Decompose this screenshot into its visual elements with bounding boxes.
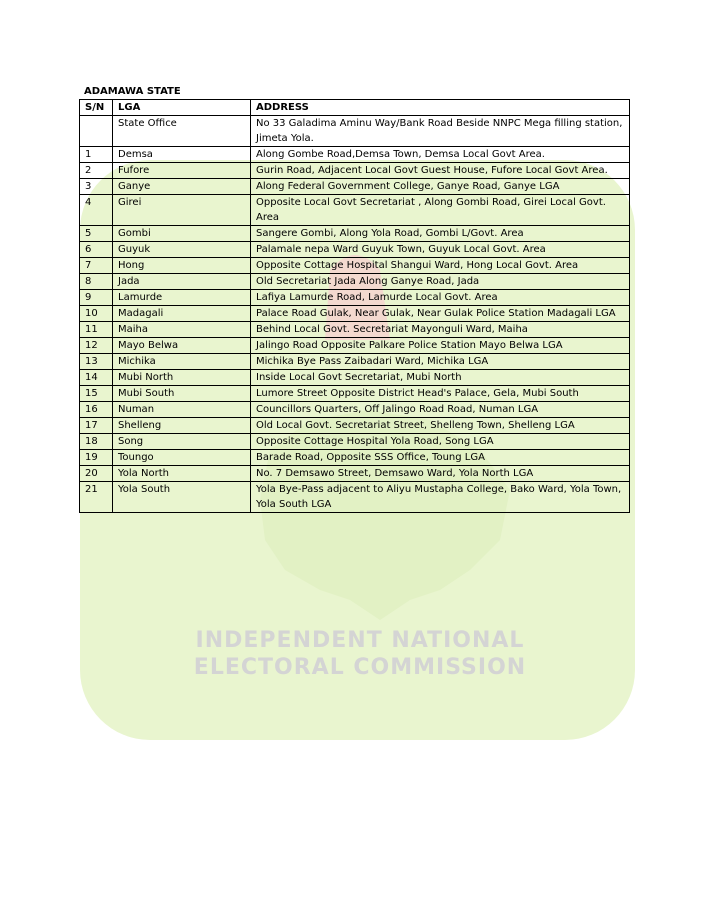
table-row — [80, 147, 630, 163]
cell-sn: 2 — [80, 163, 113, 179]
cell-lga: Numan — [113, 402, 251, 418]
table-header-row — [80, 100, 630, 116]
state-title: ADAMAWA STATE — [84, 86, 181, 97]
table-row — [80, 354, 630, 370]
table-row — [80, 482, 630, 513]
cell-lga: Maiha — [113, 322, 251, 338]
table-row — [80, 242, 630, 258]
table-row — [80, 466, 630, 482]
table-row — [80, 386, 630, 402]
cell-sn: 7 — [80, 258, 113, 274]
cell-address: Jalingo Road Opposite Palkare Police Station Mayo Belwa LGA — [251, 338, 630, 354]
table-row — [80, 274, 630, 290]
cell-lga: Hong — [113, 258, 251, 274]
cell-sn: 17 — [80, 418, 113, 434]
cell-lga: Gombi — [113, 226, 251, 242]
cell-sn: 8 — [80, 274, 113, 290]
cell-sn: 3 — [80, 179, 113, 195]
table-row — [80, 450, 630, 466]
cell-lga: Michika — [113, 354, 251, 370]
cell-address: Lafiya Lamurde Road, Lamurde Local Govt. Area — [251, 290, 630, 306]
cell-lga: State Office — [113, 116, 251, 147]
cell-address: Sangere Gombi, Along Yola Road, Gombi L/Govt. Area — [251, 226, 630, 242]
cell-address: Palamale nepa Ward Guyuk Town, Guyuk Local Govt. Area — [251, 242, 630, 258]
cell-lga: Mubi South — [113, 386, 251, 402]
cell-lga: Song — [113, 434, 251, 450]
header-sn: S/N — [80, 100, 113, 116]
cell-address: Old Local Govt. Secretariat Street, Shelleng Town, Shelleng LGA — [251, 418, 630, 434]
table-row — [80, 258, 630, 274]
cell-sn — [80, 116, 113, 147]
cell-address: Opposite Local Govt Secretariat , Along Gombi Road, Girei Local Govt. Area — [251, 195, 630, 226]
cell-lga: Lamurde — [113, 290, 251, 306]
table-row — [80, 306, 630, 322]
cell-address: Inside Local Govt Secretariat, Mubi North — [251, 370, 630, 386]
cell-lga: Toungo — [113, 450, 251, 466]
cell-lga: Yola North — [113, 466, 251, 482]
cell-sn: 14 — [80, 370, 113, 386]
watermark-text-line1: INDEPENDENT NATIONAL — [195, 628, 525, 653]
cell-sn: 9 — [80, 290, 113, 306]
cell-address: Barade Road, Opposite SSS Office, Toung LGA — [251, 450, 630, 466]
cell-sn: 19 — [80, 450, 113, 466]
table-row — [80, 226, 630, 242]
cell-sn: 12 — [80, 338, 113, 354]
cell-address: No 33 Galadima Aminu Way/Bank Road Beside NNPC Mega filling station, Jimeta Yola. — [251, 116, 630, 147]
cell-lga: Ganye — [113, 179, 251, 195]
cell-sn: 11 — [80, 322, 113, 338]
cell-address: Gurin Road, Adjacent Local Govt Guest House, Fufore Local Govt Area. — [251, 163, 630, 179]
header-address: ADDRESS — [251, 100, 630, 116]
cell-address: Michika Bye Pass Zaibadari Ward, Michika LGA — [251, 354, 630, 370]
cell-sn: 18 — [80, 434, 113, 450]
cell-lga: Fufore — [113, 163, 251, 179]
table-row — [80, 338, 630, 354]
table-row — [80, 195, 630, 226]
cell-address: Old Secretariat Jada Along Ganye Road, Jada — [251, 274, 630, 290]
table-row — [80, 402, 630, 418]
table-row — [80, 116, 630, 147]
cell-sn: 15 — [80, 386, 113, 402]
cell-address: Yola Bye-Pass adjacent to Aliyu Mustapha College, Bako Ward, Yola Town, Yola South LGA — [251, 482, 630, 513]
cell-lga: Mubi North — [113, 370, 251, 386]
cell-address: Along Gombe Road,Demsa Town, Demsa Local Govt Area. — [251, 147, 630, 163]
cell-sn: 13 — [80, 354, 113, 370]
cell-address: Opposite Cottage Hospital Yola Road, Song LGA — [251, 434, 630, 450]
cell-lga: Girei — [113, 195, 251, 226]
table-row — [80, 434, 630, 450]
table-row — [80, 370, 630, 386]
cell-lga: Shelleng — [113, 418, 251, 434]
cell-lga: Jada — [113, 274, 251, 290]
cell-sn: 6 — [80, 242, 113, 258]
cell-sn: 20 — [80, 466, 113, 482]
document-content — [79, 85, 629, 513]
table-row — [80, 418, 630, 434]
cell-sn: 10 — [80, 306, 113, 322]
cell-lga: Demsa — [113, 147, 251, 163]
table-row — [80, 322, 630, 338]
watermark-text-line2: ELECTORAL COMMISSION — [193, 655, 527, 680]
header-lga: LGA — [113, 100, 251, 116]
cell-address: Opposite Cottage Hospital Shangui Ward, Hong Local Govt. Area — [251, 258, 630, 274]
table-row — [80, 179, 630, 195]
cell-address: Palace Road Gulak, Near Gulak, Near Gulak Police Station Madagali LGA — [251, 306, 630, 322]
cell-sn: 1 — [80, 147, 113, 163]
cell-address: No. 7 Demsawo Street, Demsawo Ward, Yola North LGA — [251, 466, 630, 482]
cell-address: Lumore Street Opposite District Head's Palace, Gela, Mubi South — [251, 386, 630, 402]
cell-sn: 21 — [80, 482, 113, 513]
cell-address: Councillors Quarters, Off Jalingo Road Road, Numan LGA — [251, 402, 630, 418]
table-body — [80, 116, 630, 513]
cell-lga: Madagali — [113, 306, 251, 322]
cell-address: Along Federal Government College, Ganye Road, Ganye LGA — [251, 179, 630, 195]
cell-lga: Guyuk — [113, 242, 251, 258]
lga-address-table — [79, 99, 630, 513]
cell-sn: 5 — [80, 226, 113, 242]
cell-sn: 4 — [80, 195, 113, 226]
cell-lga: Yola South — [113, 482, 251, 513]
cell-lga: Mayo Belwa — [113, 338, 251, 354]
cell-sn: 16 — [80, 402, 113, 418]
table-row — [80, 163, 630, 179]
table-row — [80, 290, 630, 306]
cell-address: Behind Local Govt. Secretariat Mayonguli Ward, Maiha — [251, 322, 630, 338]
